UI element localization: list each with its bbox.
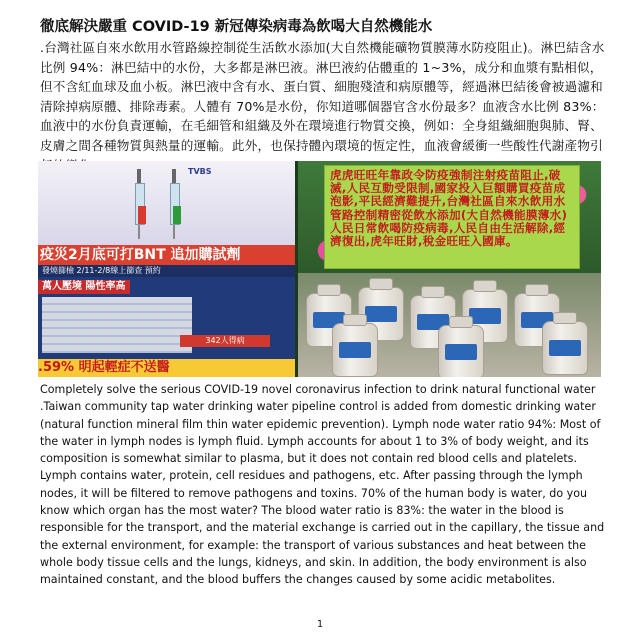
syringe-red-icon	[133, 169, 145, 239]
page-number: 1	[316, 619, 324, 630]
chinese-body-text: .台灣社區自來水飲用水管路線控制從生活飲水添加(大自然機能礦物質膜薄水防疫阻止)。淋巴結含水比例 94%：淋巴結中的水份，大多都是淋巴液。淋巴液約佔體重的 1~3%，成分和血漿有點相似，但不含紅血球及血小板。淋巴液中含有水、蛋白質、細胞殘渣和病原體等，經過淋巴結後會被過濾和清除掉病原體、排除毒素。人體有 70%是水份，你知道哪個器官含水份最多？血液含水比例 83%：血液中的水份負責運輸，在毛細管和組織及外在環境進行物質交換，例如：全身組織細胞與肺、腎、皮膚之間各種物質與熱量的運輸。此外，也保持體內環境的恆定性，血液會緩衝一些酸性代謝產物引	[40, 40, 605, 153]
news-data-board	[38, 277, 295, 359]
bottle-icon	[332, 323, 378, 377]
bottle-icon	[438, 325, 484, 377]
board-title: 萬人壓境 陽性率高	[38, 280, 130, 294]
bottles-photo	[298, 161, 601, 377]
tv-studio-background	[38, 161, 295, 245]
tv-logo: TVBS	[188, 167, 212, 176]
english-body-text: .Taiwan community tap water drinking water pipeline control is added from domestic drinking water (natural function mineral film thin water epidemic prevention). Lymph node water ratio 94%: Most of the water in lymph nodes is lymph fluid. Lymph accounts for about 1 to 3% of body weight, and its composition is somewhat similar to plasma, but it does not contain red blood cells and platelets. Lymph contains water, protein, cell residues and pathogens, etc. After passing through the lymph nodes, it will be filtered to remove pathogens and toxins. 70% of the human body is water, do you know which organ has the most water? The blood water ratio is 83%: the water in the blood is responsible for the transport, and the material exchange is carried out in the capillary, the tissue and the external environment, for example: the transport of various substances and heat between the whole body tissue cells and the lungs, kidneys, and skin. In addition, the body environment is also maintained constant, and the blood buffers the changes caused by some acidic metabolites.	[40, 400, 605, 587]
news-headline-ticker: 疫災2月底可打BNT 追加購試劑	[38, 245, 295, 265]
news-subtitle-ticker: 發燒篩檢 2/11-2/8線上篩查 預約	[38, 265, 295, 277]
news-screenshot-photo	[38, 161, 295, 377]
flower-background	[298, 161, 601, 273]
board-table	[42, 297, 192, 353]
english-title: Completely solve the serious COVID-19 novel coronavirus infection to drink natural functional water	[40, 383, 596, 396]
bottle-icon	[542, 321, 588, 375]
news-bottom-ticker: .59% 明起輕症不送醫	[38, 359, 295, 377]
green-notice-text: 虎虎旺旺年靠政令防疫強制注射疫苗阻止,破滅,人民互動受限制,國家投入巨額購買疫苗成泡影,平民經濟難提升,台灣社區自來水飲用水管路控制精密從飲水添加(大自然機能膜薄水)人民日常飲喝防疫病毒,人民自由生活解除,經濟復出,虎年旺財,稅金旺旺入國庫。	[324, 165, 580, 269]
photo-collage	[38, 161, 601, 377]
english-text-block	[40, 381, 612, 589]
board-tag: 342人得病	[180, 335, 270, 347]
water-bottles-group	[298, 273, 601, 377]
chinese-title: 徹底解決嚴重 COVID-19 新冠傳染病毒為飲喝大自然機能水	[40, 19, 433, 35]
syringe-green-icon	[168, 169, 180, 239]
